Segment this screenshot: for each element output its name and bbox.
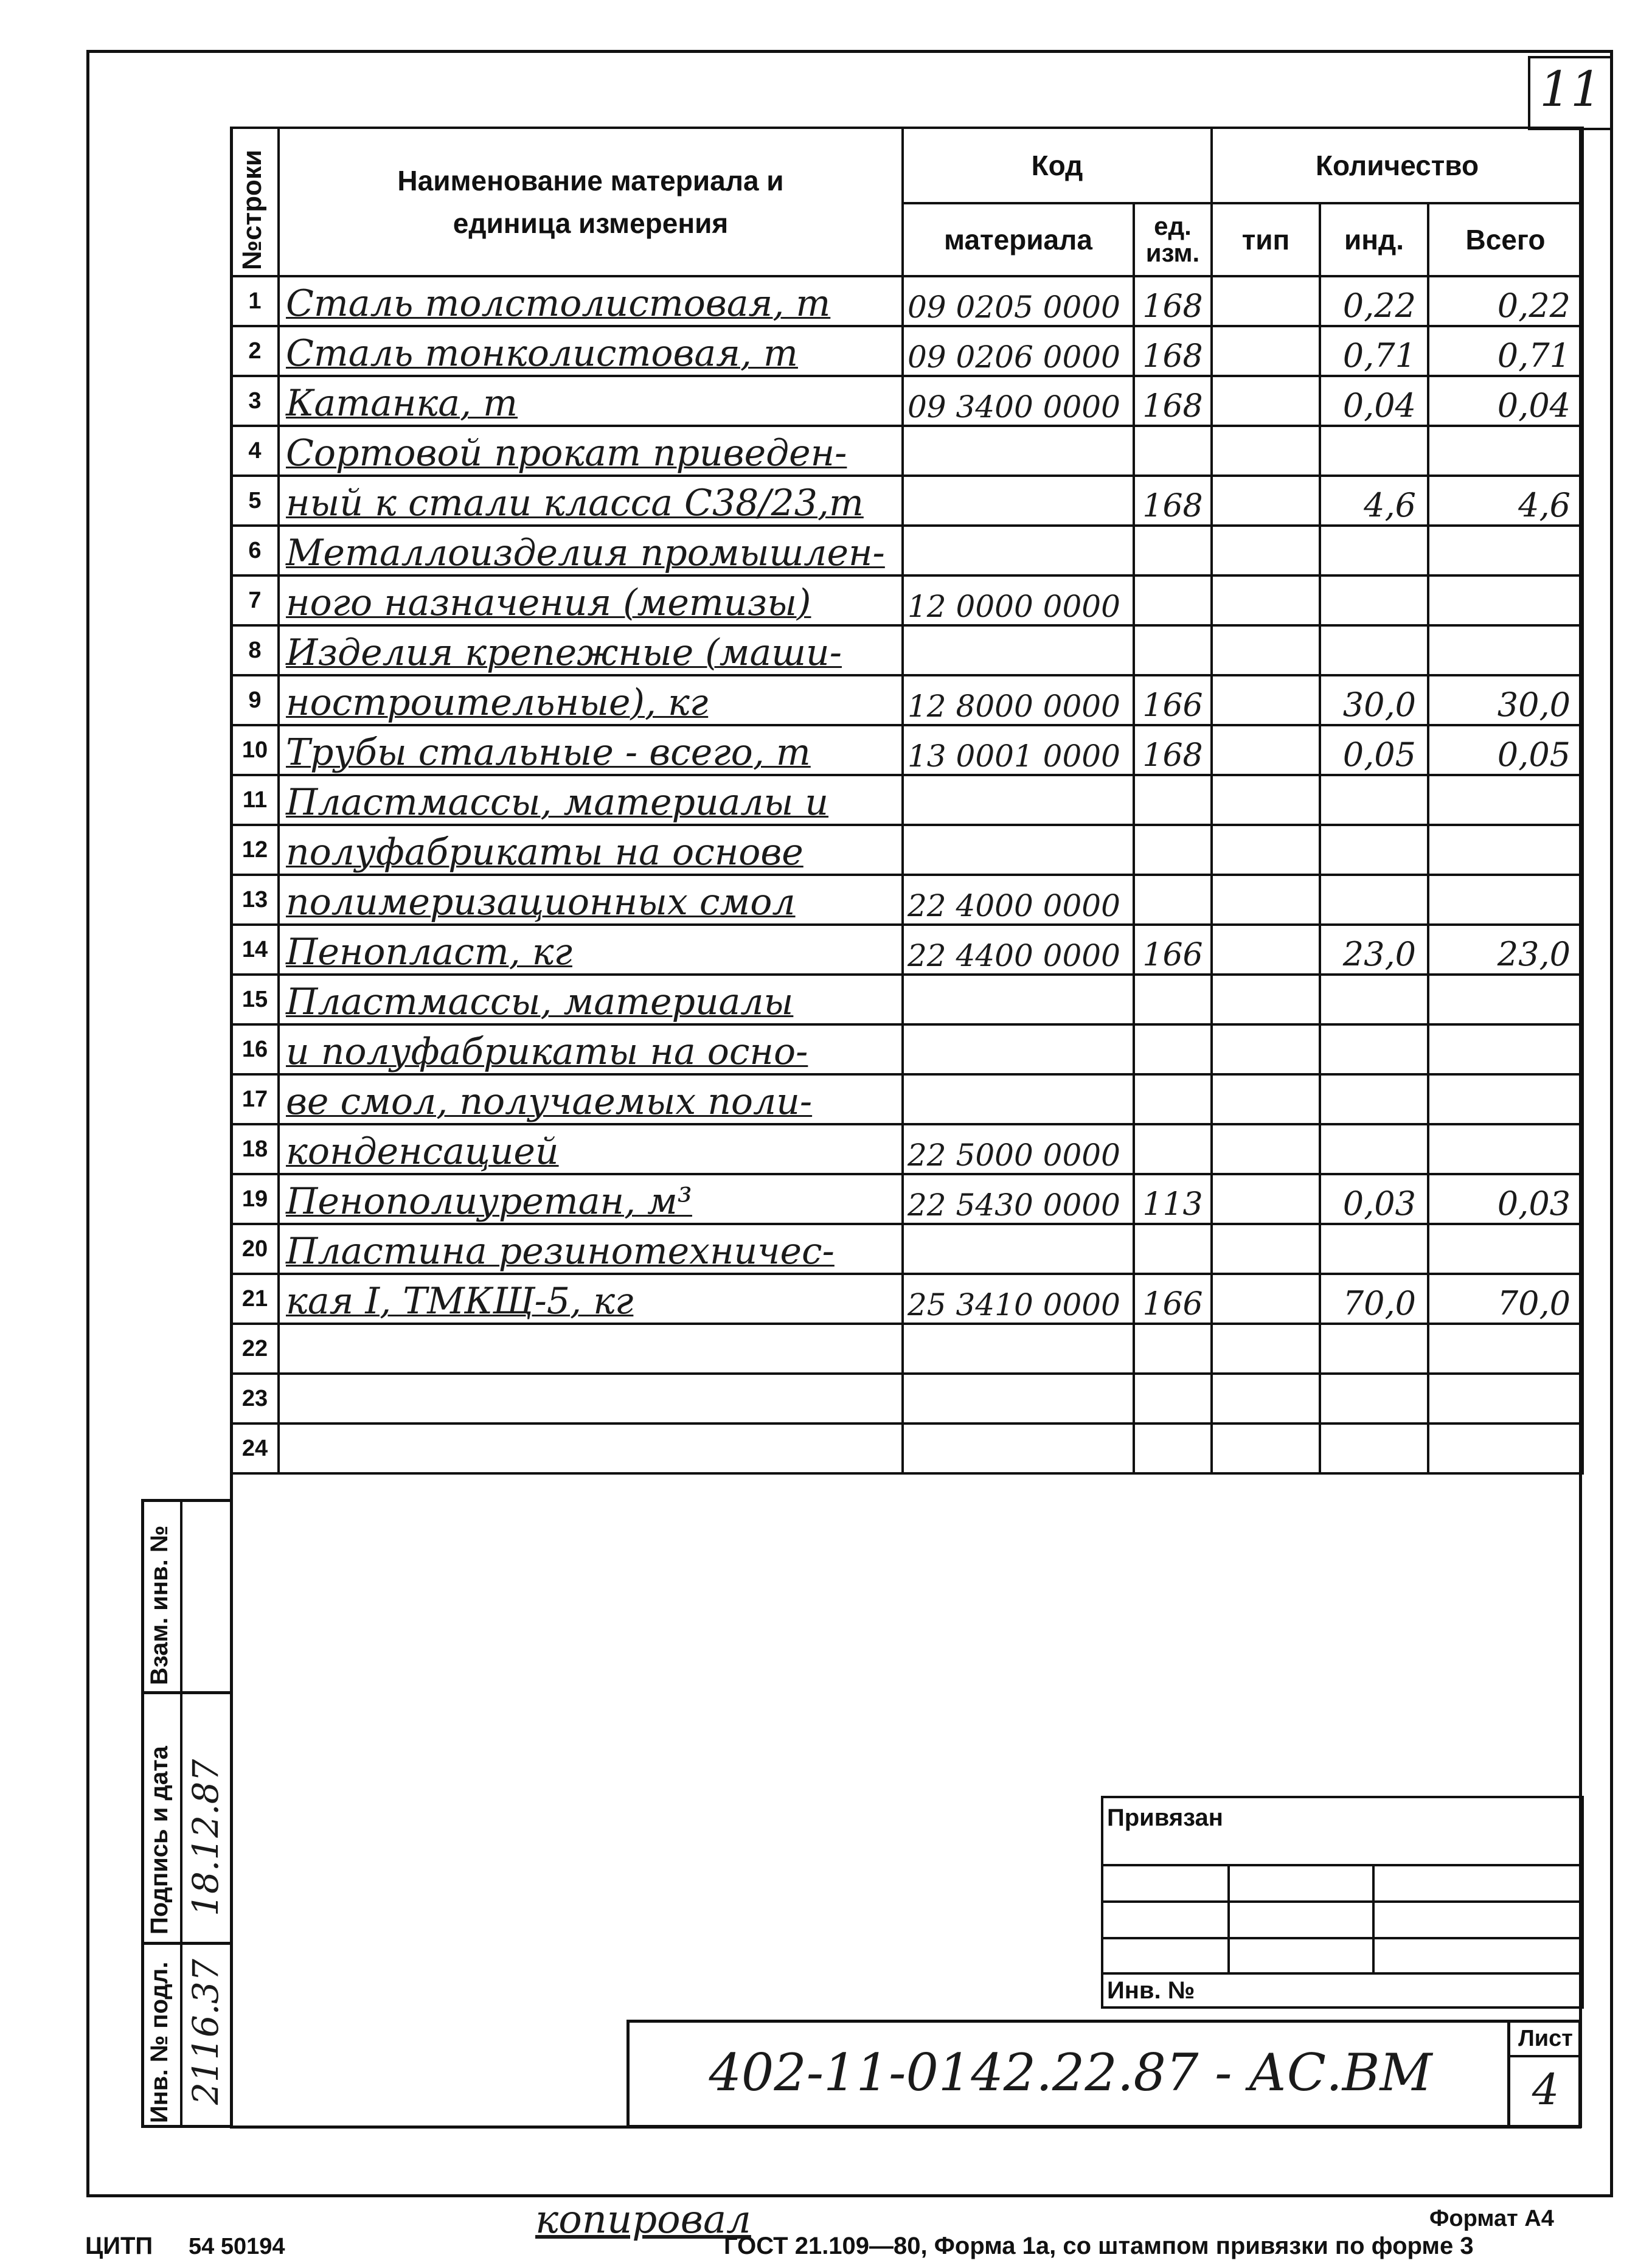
- material-code: [903, 1423, 1134, 1473]
- material-name: Катанка, т: [279, 376, 903, 426]
- material-code: [903, 476, 1134, 526]
- qty-ind: [1320, 526, 1428, 575]
- table-row: [231, 526, 1583, 575]
- qty-type: [1212, 725, 1320, 775]
- unit-code: [1134, 1224, 1212, 1274]
- qty-type: [1212, 975, 1320, 1024]
- table-row: [231, 1274, 1583, 1324]
- qty-ind: [1320, 1124, 1428, 1174]
- material-name: Пластмассы, материалы: [279, 975, 903, 1024]
- sheet-cell-divider: [1507, 2020, 1510, 2128]
- qty-ind: [1320, 875, 1428, 925]
- qty-total: 30,0: [1428, 675, 1583, 725]
- qty-type: [1212, 575, 1320, 625]
- row-number: 9: [231, 675, 279, 725]
- qty-ind: [1320, 1224, 1428, 1274]
- material-code: [903, 825, 1134, 875]
- qty-ind: [1320, 1324, 1428, 1374]
- material-name: Сталь толстолистовая, т: [279, 276, 903, 326]
- stamp-cell: [1102, 1902, 1229, 1938]
- qty-ind: [1320, 1074, 1428, 1124]
- material-name: Пенопласт, кг: [279, 925, 903, 975]
- stamp-cell: [1373, 1938, 1583, 1973]
- sheet-number: 4: [1532, 2065, 1560, 2115]
- unit-code: [1134, 1324, 1212, 1374]
- qty-ind: [1320, 975, 1428, 1024]
- qty-ind: [1320, 1024, 1428, 1074]
- code-material-header: материала: [903, 203, 1134, 276]
- qty-total: [1428, 975, 1583, 1024]
- material-code: [903, 426, 1134, 476]
- row-number: 18: [231, 1124, 279, 1174]
- table-row: [231, 825, 1583, 875]
- qty-ind: 4,6: [1320, 476, 1428, 526]
- qty-total-header: Всего: [1428, 203, 1583, 276]
- qty-total: 4,6: [1428, 476, 1583, 526]
- table-row: [231, 775, 1583, 825]
- unit-code: [1134, 975, 1212, 1024]
- qty-ind: 70,0: [1320, 1274, 1428, 1324]
- unit-code: [1134, 825, 1212, 875]
- material-code: [903, 1224, 1134, 1274]
- table-row: [231, 376, 1583, 426]
- row-number: 2: [231, 326, 279, 376]
- qty-type: [1212, 1423, 1320, 1473]
- table-row: [231, 426, 1583, 476]
- material-rows: [231, 276, 1583, 1473]
- unit-code: 168: [1134, 276, 1212, 326]
- qty-total: [1428, 825, 1583, 875]
- material-code: 25 3410 0000: [903, 1274, 1134, 1324]
- unit-code: [1134, 775, 1212, 825]
- material-code: [903, 1024, 1134, 1074]
- row-number: 1: [231, 276, 279, 326]
- qty-type: [1212, 625, 1320, 675]
- stamp-cell: [1102, 1938, 1229, 1973]
- material-name: [279, 1423, 903, 1473]
- table-row: [231, 975, 1583, 1024]
- table-row: [231, 1324, 1583, 1374]
- material-name: полуфабрикаты на основе: [279, 825, 903, 875]
- row-number-header-label: №строки: [237, 150, 267, 270]
- material-code: 22 5430 0000: [903, 1174, 1134, 1224]
- material-code: [903, 625, 1134, 675]
- qty-ind: [1320, 1374, 1428, 1423]
- qty-ind: [1320, 575, 1428, 625]
- qty-total: [1428, 1374, 1583, 1423]
- unit-code: [1134, 1124, 1212, 1174]
- qty-type: [1212, 376, 1320, 426]
- material-name: кая I, ТМКЩ-5, кг: [279, 1274, 903, 1324]
- qty-total: [1428, 1024, 1583, 1074]
- gost-note: ГОСТ 21.109—80, Форма 1а, со штампом привязки по форме 3: [724, 2233, 1474, 2259]
- qty-total: [1428, 1074, 1583, 1124]
- material-code: 13 0001 0000: [903, 725, 1134, 775]
- unit-code: 168: [1134, 326, 1212, 376]
- table-row: [231, 1124, 1583, 1174]
- qty-total: [1428, 1324, 1583, 1374]
- material-code: 22 5000 0000: [903, 1124, 1134, 1174]
- qty-type: [1212, 1324, 1320, 1374]
- unit-code: [1134, 575, 1212, 625]
- material-table: [230, 127, 1584, 1475]
- material-name: Пластина резинотехничес-: [279, 1224, 903, 1274]
- sheet-label: Лист: [1518, 2026, 1573, 2051]
- code-unit-header: ед. изм.: [1134, 203, 1212, 276]
- material-code: 22 4000 0000: [903, 875, 1134, 925]
- row-number: 11: [231, 775, 279, 825]
- material-name: конденсацией: [279, 1124, 903, 1174]
- qty-total: [1428, 526, 1583, 575]
- unit-code: [1134, 1074, 1212, 1124]
- material-name: Изделия крепежные (маши-: [279, 625, 903, 675]
- row-number-header: [231, 128, 279, 276]
- qty-total: 23,0: [1428, 925, 1583, 975]
- qty-type: [1212, 326, 1320, 376]
- material-name: Пластмассы, материалы и: [279, 775, 903, 825]
- row-number: 15: [231, 975, 279, 1024]
- stamp-cell: [1229, 1938, 1373, 1973]
- unit-code: 166: [1134, 675, 1212, 725]
- qty-total: 0,04: [1428, 376, 1583, 426]
- material-name: Металлоизделия промышлен-: [279, 526, 903, 575]
- qty-type: [1212, 276, 1320, 326]
- table-row: [231, 1174, 1583, 1224]
- table-row: [231, 575, 1583, 625]
- qty-total: [1428, 1423, 1583, 1473]
- qty-type-header: тип: [1212, 203, 1320, 276]
- replace-inv-label: Взам. инв. №: [146, 1525, 173, 1685]
- table-row: [231, 1074, 1583, 1124]
- stamp-cell: [1102, 1865, 1229, 1902]
- qty-type: [1212, 825, 1320, 875]
- qty-ind: 0,71: [1320, 326, 1428, 376]
- table-row: [231, 1423, 1583, 1473]
- row-number: 4: [231, 426, 279, 476]
- side-strip-sep-2: [141, 1942, 230, 1945]
- qty-ind: 30,0: [1320, 675, 1428, 725]
- material-code: [903, 775, 1134, 825]
- row-number: 5: [231, 476, 279, 526]
- qty-total: 70,0: [1428, 1274, 1583, 1324]
- row-number: 16: [231, 1024, 279, 1074]
- unit-code: [1134, 1374, 1212, 1423]
- table-row: [231, 276, 1583, 326]
- material-name: [279, 1374, 903, 1423]
- qty-total: 0,22: [1428, 276, 1583, 326]
- table-row: [231, 1224, 1583, 1274]
- qty-ind-header: инд.: [1320, 203, 1428, 276]
- table-row: [231, 1024, 1583, 1074]
- qty-type: [1212, 1124, 1320, 1174]
- side-strip-sep-1: [141, 1691, 230, 1694]
- qty-ind: [1320, 825, 1428, 875]
- unit-code: 168: [1134, 725, 1212, 775]
- row-number: 20: [231, 1224, 279, 1274]
- qty-type: [1212, 1024, 1320, 1074]
- qty-type: [1212, 1174, 1320, 1224]
- qty-type: [1212, 925, 1320, 975]
- inv-original-label: Инв. № подл.: [146, 1961, 173, 2123]
- table-row: [231, 326, 1583, 376]
- row-number: 6: [231, 526, 279, 575]
- qty-total: 0,05: [1428, 725, 1583, 775]
- qty-type: [1212, 775, 1320, 825]
- code-header: Код: [903, 128, 1212, 203]
- material-code: 22 4400 0000: [903, 925, 1134, 975]
- qty-ind: [1320, 426, 1428, 476]
- stamp-cell: [1373, 1865, 1583, 1902]
- material-name: ностроительные), кг: [279, 675, 903, 725]
- material-code: 12 0000 0000: [903, 575, 1134, 625]
- row-number: 23: [231, 1374, 279, 1423]
- material-name: Сталь тонколистовая, т: [279, 326, 903, 376]
- unit-code: [1134, 625, 1212, 675]
- table-row: [231, 925, 1583, 975]
- qty-ind: [1320, 1423, 1428, 1473]
- qty-total: [1428, 875, 1583, 925]
- material-name: Сортовой прокат приведен-: [279, 426, 903, 476]
- inventory-label: Инв. №: [1102, 1973, 1583, 2007]
- stamp-cell: [1229, 1902, 1373, 1938]
- unit-code: 168: [1134, 376, 1212, 426]
- binding-stamp: [1101, 1796, 1584, 2009]
- row-number: 12: [231, 825, 279, 875]
- qty-ind: [1320, 775, 1428, 825]
- material-code: 09 0206 0000: [903, 326, 1134, 376]
- row-number: 10: [231, 725, 279, 775]
- qty-type: [1212, 1374, 1320, 1423]
- side-strip-divider: [180, 1499, 182, 2128]
- table-row: [231, 1374, 1583, 1423]
- material-code: 09 0205 0000: [903, 276, 1134, 326]
- quantity-header: Количество: [1212, 128, 1583, 203]
- material-code: [903, 1324, 1134, 1374]
- row-number: 22: [231, 1324, 279, 1374]
- qty-type: [1212, 476, 1320, 526]
- signature-date-value: 18.12.87: [185, 1759, 226, 1916]
- row-number: 17: [231, 1074, 279, 1124]
- qty-total: 0,71: [1428, 326, 1583, 376]
- material-name: [279, 1324, 903, 1374]
- qty-total: [1428, 775, 1583, 825]
- unit-code: [1134, 1024, 1212, 1074]
- qty-total: [1428, 625, 1583, 675]
- stamp-cell: [1229, 1865, 1373, 1902]
- qty-type: [1212, 875, 1320, 925]
- row-number: 3: [231, 376, 279, 426]
- qty-ind: 0,22: [1320, 276, 1428, 326]
- row-number: 24: [231, 1423, 279, 1473]
- table-row: [231, 725, 1583, 775]
- qty-ind: [1320, 625, 1428, 675]
- unit-code: 166: [1134, 925, 1212, 975]
- qty-type: [1212, 1224, 1320, 1274]
- unit-code: [1134, 875, 1212, 925]
- table-row: [231, 875, 1583, 925]
- row-number: 19: [231, 1174, 279, 1224]
- unit-code: [1134, 526, 1212, 575]
- material-code: 09 3400 0000: [903, 376, 1134, 426]
- unit-code: 166: [1134, 1274, 1212, 1324]
- material-name: Трубы стальные - всего, т: [279, 725, 903, 775]
- material-code: [903, 1374, 1134, 1423]
- material-name: полимеризационных смол: [279, 875, 903, 925]
- material-name: ного назначения (метизы): [279, 575, 903, 625]
- copied-by: копировал: [535, 2197, 751, 2242]
- unit-code: [1134, 426, 1212, 476]
- row-number: 13: [231, 875, 279, 925]
- table-row: [231, 675, 1583, 725]
- qty-ind: 0,05: [1320, 725, 1428, 775]
- row-number: 8: [231, 625, 279, 675]
- document-designation: 402-11-0142.22.87 - АС.ВМ: [709, 2043, 1432, 2102]
- material-code: [903, 975, 1134, 1024]
- sheet-cell-hline: [1507, 2055, 1581, 2057]
- binding-label: Привязан: [1102, 1797, 1583, 1865]
- format-label: Формат А4: [1429, 2206, 1554, 2231]
- stamp-cell: [1373, 1902, 1583, 1938]
- qty-type: [1212, 1274, 1320, 1324]
- order-number: 54 50194: [189, 2234, 285, 2259]
- material-code: 12 8000 0000: [903, 675, 1134, 725]
- qty-ind: 23,0: [1320, 925, 1428, 975]
- qty-ind: 0,04: [1320, 376, 1428, 426]
- qty-type: [1212, 1074, 1320, 1124]
- qty-total: [1428, 575, 1583, 625]
- qty-total: [1428, 426, 1583, 476]
- qty-type: [1212, 526, 1320, 575]
- material-name-header: Наименование материала и единица измерения: [279, 128, 903, 276]
- material-name: Пенополиуретан, м³: [279, 1174, 903, 1224]
- inv-original-value: 2116.37: [185, 1959, 226, 2105]
- qty-total: [1428, 1224, 1583, 1274]
- row-number: 14: [231, 925, 279, 975]
- row-number: 7: [231, 575, 279, 625]
- unit-code: 113: [1134, 1174, 1212, 1224]
- signature-date-label: Подпись и дата: [146, 1746, 173, 1934]
- unit-code: 168: [1134, 476, 1212, 526]
- org-code: ЦИТП: [85, 2233, 153, 2259]
- unit-code: [1134, 1423, 1212, 1473]
- qty-type: [1212, 426, 1320, 476]
- material-name: ный к стали класса С38/23,т: [279, 476, 903, 526]
- corner-sheet-number: 11: [1539, 61, 1602, 117]
- material-code: [903, 526, 1134, 575]
- material-code: [903, 1074, 1134, 1124]
- material-name: и полуфабрикаты на осно-: [279, 1024, 903, 1074]
- row-number: 21: [231, 1274, 279, 1324]
- qty-type: [1212, 675, 1320, 725]
- qty-total: 0,03: [1428, 1174, 1583, 1224]
- qty-total: [1428, 1124, 1583, 1174]
- material-name: ве смол, получаемых поли-: [279, 1074, 903, 1124]
- table-row: [231, 476, 1583, 526]
- qty-ind: 0,03: [1320, 1174, 1428, 1224]
- table-row: [231, 625, 1583, 675]
